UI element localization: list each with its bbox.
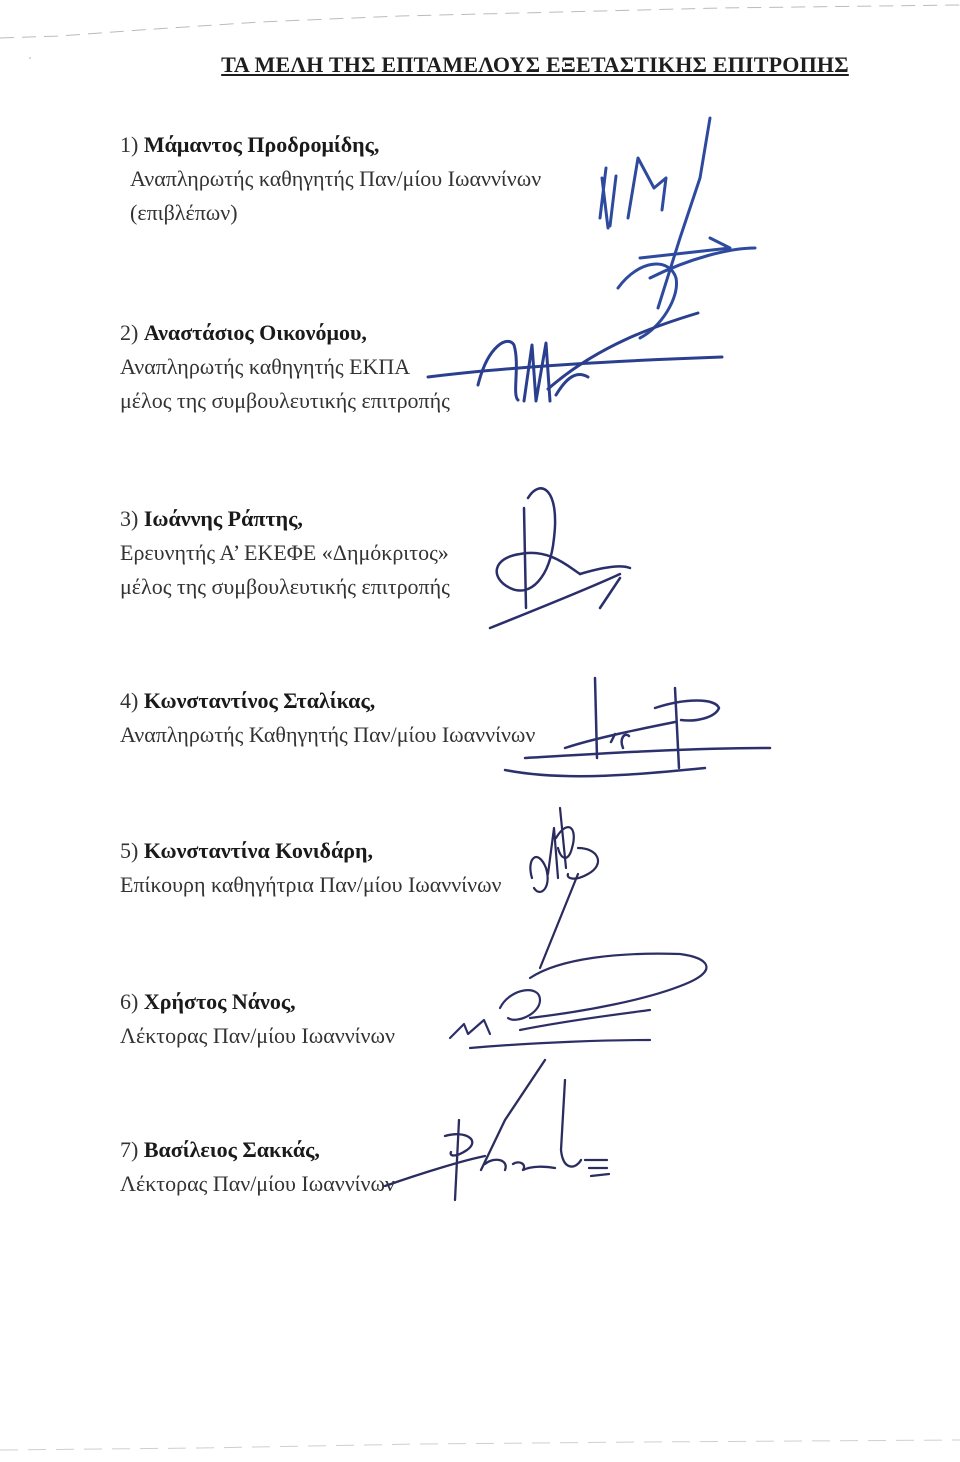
page-title: ΤΑ ΜΕΛΗ ΤΗΣ ΕΠΤΑΜΕΛΟΥΣ ΕΞΕΤΑΣΤΙΚΗΣ ΕΠΙΤΡΟΠΗΣ — [221, 52, 849, 77]
signature-5 — [518, 808, 618, 978]
member-3 — [120, 502, 450, 604]
member-name: Μάμαντος Προδρομίδης, — [143, 132, 380, 157]
signature-2 — [428, 305, 728, 415]
member-heading — [120, 316, 450, 350]
member-heading — [120, 834, 502, 868]
member-5 — [120, 834, 502, 902]
member-2 — [120, 316, 450, 418]
member-1 — [120, 128, 541, 230]
signature-7 — [385, 1060, 635, 1210]
signature-1 — [580, 118, 760, 358]
member-number: 6) — [120, 989, 139, 1014]
member-name: Αναστάσιος Οικονόμου, — [143, 320, 367, 345]
member-number: 7) — [120, 1137, 139, 1162]
member-title: Ερευνητής Α’ ΕΚΕΦΕ «Δημόκριτος» — [120, 540, 449, 565]
member-4 — [120, 684, 535, 752]
member-number: 5) — [120, 838, 139, 863]
member-title: Αναπληρωτής καθηγητής Παν/μίου Ιωαννίνων — [130, 166, 542, 191]
member-note: (επιβλέπων) — [130, 200, 238, 225]
member-note: μέλος της συμβουλευτικής επιτροπής — [120, 574, 450, 599]
member-note: μέλος της συμβουλευτικής επιτροπής — [120, 388, 450, 413]
member-heading — [120, 502, 450, 536]
member-number: 4) — [120, 688, 139, 713]
member-number: 3) — [120, 506, 139, 531]
signature-3 — [470, 478, 640, 638]
scan-edge-top — [0, 0, 960, 60]
member-title: Αναπληρωτής Καθηγητής Παν/μίου Ιωαννίνων — [120, 722, 536, 747]
member-name: Χρήστος Νάνος, — [143, 989, 296, 1014]
member-title: Επίκουρη καθηγήτρια Παν/μίου Ιωαννίνων — [120, 872, 502, 897]
member-title: Λέκτορας Παν/μίου Ιωαννίνων — [120, 1023, 395, 1048]
member-name: Κωνσταντίνος Σταλίκας, — [143, 688, 376, 713]
member-number: 1) — [120, 132, 139, 157]
member-heading — [120, 684, 535, 718]
member-heading — [120, 128, 541, 162]
scan-edge-bottom — [0, 1420, 960, 1462]
signature-6 — [450, 948, 730, 1058]
member-name: Ιωάννης Ράπτης, — [143, 506, 303, 531]
member-number: 2) — [120, 320, 139, 345]
member-name: Βασίλειος Σακκάς, — [143, 1137, 320, 1162]
member-heading — [120, 1133, 395, 1167]
member-name: Κωνσταντίνα Κονιδάρη, — [143, 838, 374, 863]
member-7 — [120, 1133, 395, 1201]
member-title: Αναπληρωτής καθηγητής ΕΚΠΑ — [120, 354, 411, 379]
member-6 — [120, 985, 395, 1053]
member-heading — [120, 985, 395, 1019]
member-title: Λέκτορας Παν/μίου Ιωαννίνων — [120, 1171, 395, 1196]
signature-4 — [505, 678, 775, 788]
